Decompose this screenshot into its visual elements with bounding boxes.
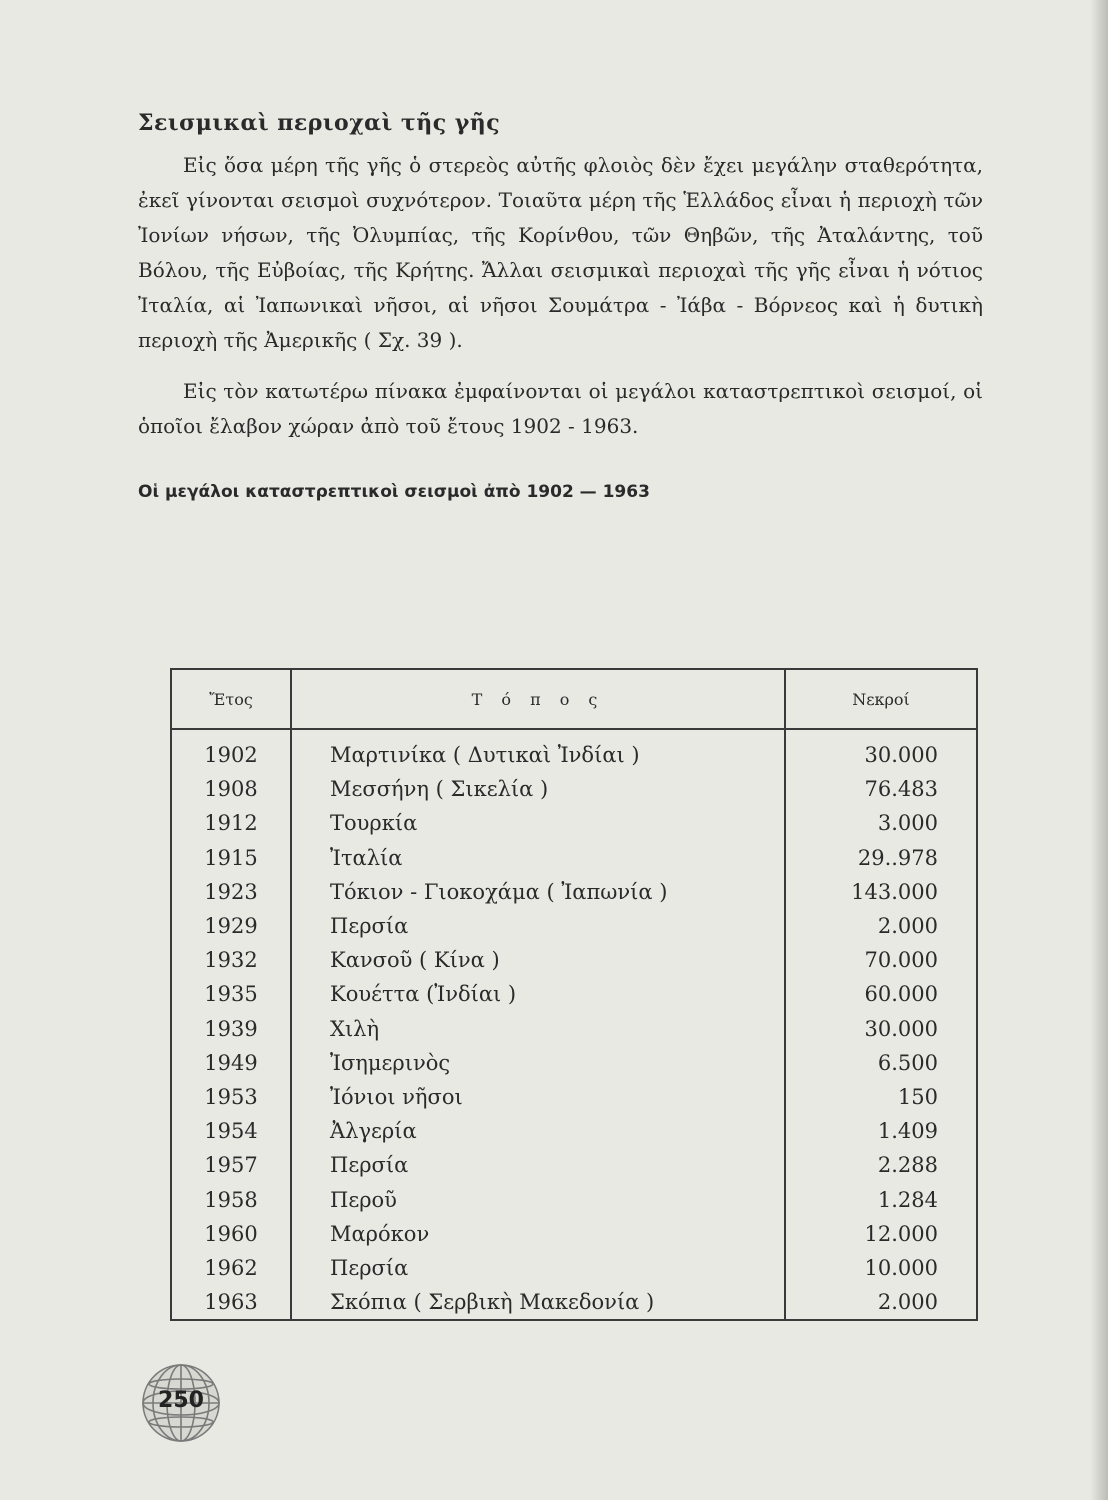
year-cell: 1960 <box>171 1217 291 1251</box>
dead-cell: 70.000 <box>864 948 938 973</box>
table-row <box>171 977 977 1011</box>
year-cell: 1953 <box>171 1080 291 1114</box>
table-row <box>171 1148 977 1182</box>
place-cell: Μαρτινίκα ( Δυτικαὶ Ἰνδίαι ) <box>291 729 785 772</box>
place-cell: Μεσσήνη ( Σικελία ) <box>291 772 785 806</box>
year-cell: 1923 <box>171 875 291 909</box>
dead-cell: 12.000 <box>864 1221 938 1246</box>
year-cell: 1908 <box>171 772 291 806</box>
dead-cell: 60.000 <box>864 982 938 1007</box>
page-number-badge <box>140 1362 222 1444</box>
place-cell: Ἰταλία <box>291 841 785 875</box>
dead-cell: 143.000 <box>851 879 938 904</box>
year-cell: 1957 <box>171 1148 291 1182</box>
table-row <box>171 909 977 943</box>
place-cell: Χιλὴ <box>291 1012 785 1046</box>
place-cell: Ἰσημερινὸς <box>291 1046 785 1080</box>
table-row <box>171 1217 977 1251</box>
place-cell: Ἀλγερία <box>291 1114 785 1148</box>
place-cell: Περσία <box>291 1251 785 1285</box>
dead-cell: 29..978 <box>857 845 938 870</box>
header-place: Τ ό π ο ς <box>291 669 785 729</box>
year-cell: 1939 <box>171 1012 291 1046</box>
place-cell: Μαρόκον <box>291 1217 785 1251</box>
dead-cell: 30.000 <box>864 743 938 768</box>
year-cell: 1954 <box>171 1114 291 1148</box>
table-body <box>171 729 977 1320</box>
earthquakes-table <box>170 668 978 1321</box>
dead-cell: 76.483 <box>864 777 938 802</box>
year-cell: 1915 <box>171 841 291 875</box>
year-cell: 1963 <box>171 1285 291 1320</box>
place-cell: Κουέττα (Ἰνδίαι ) <box>291 977 785 1011</box>
page-number: 250 <box>158 1388 204 1413</box>
dead-cell: 1.409 <box>877 1119 938 1144</box>
table-row <box>171 772 977 806</box>
place-cell: Περσία <box>291 1148 785 1182</box>
dead-cell: 2.000 <box>877 914 938 939</box>
table-row <box>171 841 977 875</box>
year-cell: 1912 <box>171 806 291 840</box>
place-cell: Τουρκία <box>291 806 785 840</box>
paragraph-2: Εἰς τὸν κατωτέρω πίνακα ἐμφαίνονται οἱ μεγάλοι καταστρεπτικοὶ σεισμοί, οἱ ὁποῖοι ἔλαβον χώραν ἀπὸ τοῦ ἔτους 1902 - 1963. <box>138 379 983 438</box>
table-row <box>171 806 977 840</box>
table-row <box>171 1285 977 1320</box>
header-year: Ἔτος <box>171 669 291 729</box>
table-row <box>171 1046 977 1080</box>
table-row <box>171 1080 977 1114</box>
page-edge-shadow <box>1090 0 1108 1500</box>
place-cell: Κανσοῦ ( Κίνα ) <box>291 943 785 977</box>
table-header-row <box>171 669 977 729</box>
year-cell: 1929 <box>171 909 291 943</box>
dead-cell: 30.000 <box>864 1016 938 1041</box>
dead-cell: 3.000 <box>877 811 938 836</box>
dead-cell: 10.000 <box>864 1255 938 1280</box>
section-heading: Σεισμικαὶ περιοχαὶ τῆς γῆς <box>138 110 501 136</box>
paragraph-1: Εἰς ὅσα μέρη τῆς γῆς ὁ στερεὸς αὐτῆς φλοιὸς δὲν ἔχει μεγάλην σταθερότητα, ἐκεῖ γίνονται σεισμοὶ συχνότερον. Τοιαῦτα μέρη τῆς Ἑλλάδος εἶναι ἡ περιοχὴ τῶν Ἰονίων νήσων, τῆς Ὀλυμπίας, τῆς Κορίνθου, τῶν Θηβῶν, τῆς Ἀταλάντης, τοῦ Βόλου, τῆς Εὐβοίας, τῆς Κρήτης. Ἄλλαι σεισμικαὶ περιοχαὶ τῆς γῆς εἶναι ἡ νότιος Ἰταλία, αἱ Ἰαπωνικαὶ νῆσοι, αἱ νῆσοι Σουμάτρα - Ἰάβα - Βόρνεος καὶ ἡ δυτικὴ περιοχὴ τῆς Ἀμερικῆς ( Σχ. 39 ). <box>138 153 983 352</box>
table-title: Οἱ μεγάλοι καταστρεπτικοὶ σεισμοὶ ἀπὸ 1902 — 1963 <box>138 482 650 502</box>
place-cell: Περοῦ <box>291 1182 785 1216</box>
page-content <box>138 110 983 502</box>
year-cell: 1962 <box>171 1251 291 1285</box>
place-cell: Ἰόνιοι νῆσοι <box>291 1080 785 1114</box>
dead-cell: 1.284 <box>877 1187 938 1212</box>
place-cell: Περσία <box>291 909 785 943</box>
dead-cell: 2.288 <box>877 1153 938 1178</box>
year-cell: 1902 <box>171 729 291 772</box>
year-cell: 1958 <box>171 1182 291 1216</box>
table-row <box>171 1182 977 1216</box>
table-row <box>171 1251 977 1285</box>
year-cell: 1935 <box>171 977 291 1011</box>
dead-cell: 2.000 <box>877 1290 938 1315</box>
dead-cell: 6.500 <box>877 1050 938 1075</box>
place-cell: Τόκιον - Γιοκοχάμα ( Ἰαπωνία ) <box>291 875 785 909</box>
table-row <box>171 729 977 772</box>
year-cell: 1932 <box>171 943 291 977</box>
table-row <box>171 1012 977 1046</box>
table-row <box>171 875 977 909</box>
table-row <box>171 943 977 977</box>
year-cell: 1949 <box>171 1046 291 1080</box>
header-dead: Νεκροί <box>785 669 977 729</box>
dead-cell: 150 <box>897 1084 938 1109</box>
table-row <box>171 1114 977 1148</box>
place-cell: Σκόπια ( Σερβικὴ Μακεδονία ) <box>291 1285 785 1320</box>
